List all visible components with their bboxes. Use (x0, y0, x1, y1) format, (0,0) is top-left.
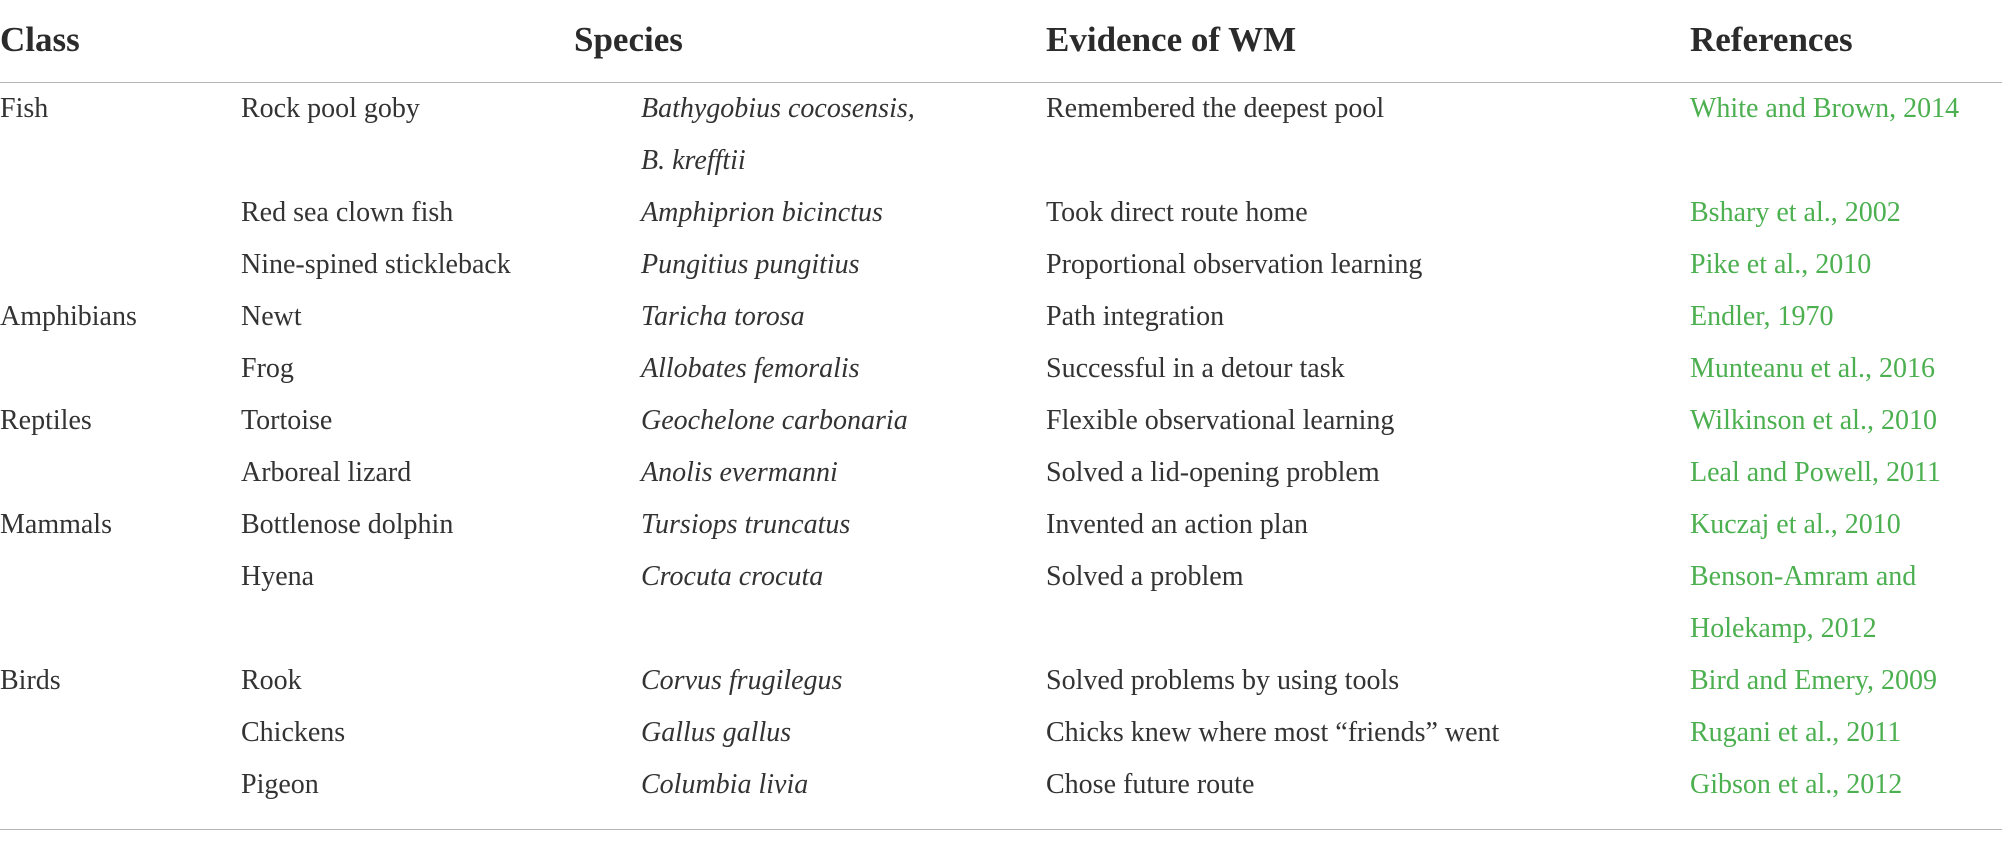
reference-link-line[interactable]: Pike et al., 2010 (1690, 249, 1872, 280)
table-header (0, 0, 2002, 83)
table-row (0, 447, 2002, 499)
reference-link-line[interactable]: Holekamp, 2012 (1690, 613, 1877, 644)
reference-link[interactable] (1690, 239, 1871, 291)
reference-link-line[interactable]: Rugani et al., 2011 (1690, 717, 1902, 748)
table-row (0, 239, 2002, 291)
scientific-name-line: Gallus gallus (641, 717, 792, 748)
evidence-cell: Solved problems by using tools (1046, 665, 1400, 696)
scientific-name-cell (641, 187, 883, 239)
table-row (0, 499, 2002, 551)
scientific-name-cell (641, 551, 823, 603)
common-name-cell: Frog (241, 353, 294, 384)
scientific-name-line: Crocuta crocuta (641, 561, 824, 592)
scientific-name-line: Geochelone carbonaria (641, 405, 908, 436)
common-name-cell: Red sea clown fish (241, 197, 454, 228)
scientific-name-cell (641, 395, 908, 447)
scientific-name-cell (641, 447, 838, 499)
reference-link-line[interactable]: Bshary et al., 2002 (1690, 197, 1901, 228)
table-row (0, 759, 2002, 811)
table-row (0, 291, 2002, 343)
scientific-name-cell (641, 291, 805, 343)
scientific-name-line: Tursiops truncatus (641, 509, 851, 540)
reference-link[interactable] (1690, 291, 1834, 343)
reference-link[interactable] (1690, 551, 1916, 655)
table-row (0, 707, 2002, 759)
scientific-name-cell (641, 499, 850, 551)
table-row (0, 551, 2002, 655)
table-row (0, 395, 2002, 447)
reference-link-line[interactable]: Gibson et al., 2012 (1690, 769, 1903, 800)
evidence-cell: Proportional observation learning (1046, 249, 1423, 280)
table-bottom-rule (0, 829, 2002, 830)
reference-link-line[interactable]: Leal and Powell, 2011 (1690, 457, 1941, 488)
class-cell: Fish (0, 93, 49, 124)
evidence-cell: Solved a lid-opening problem (1046, 457, 1380, 488)
table-body (0, 83, 2002, 811)
reference-link[interactable] (1690, 447, 1941, 499)
scientific-name-cell (641, 239, 860, 291)
scientific-name-line: Amphiprion bicinctus (641, 197, 883, 228)
reference-link[interactable] (1690, 343, 1935, 395)
evidence-cell: Took direct route home (1046, 197, 1308, 228)
scientific-name-cell (641, 83, 915, 187)
evidence-cell: Remembered the deepest pool (1046, 93, 1385, 124)
reference-link[interactable] (1690, 759, 1902, 811)
evidence-cell: Flexible observational learning (1046, 405, 1395, 436)
reference-link-line[interactable]: Endler, 1970 (1690, 301, 1834, 332)
scientific-name-line: B. krefftii (641, 145, 746, 176)
evidence-cell: Path integration (1046, 301, 1225, 332)
table-row (0, 187, 2002, 239)
table-row (0, 343, 2002, 395)
reference-link-line[interactable]: Munteanu et al., 2016 (1690, 353, 1935, 384)
table-row (0, 83, 2002, 187)
reference-link-line[interactable]: Bird and Emery, 2009 (1690, 665, 1938, 696)
scientific-name-cell (641, 759, 808, 811)
reference-link[interactable] (1690, 187, 1901, 239)
reference-link-line[interactable]: Benson-Amram and (1690, 561, 1917, 592)
reference-link[interactable] (1690, 395, 1937, 447)
common-name-cell: Nine-spined stickleback (241, 249, 511, 280)
reference-link-line[interactable]: White and Brown, 2014 (1690, 93, 1960, 124)
class-cell: Reptiles (0, 405, 92, 436)
class-cell: Birds (0, 665, 61, 696)
common-name-cell: Hyena (241, 561, 315, 592)
common-name-cell: Rook (241, 665, 302, 696)
header-species: Species (574, 20, 683, 59)
reference-link[interactable] (1690, 83, 1959, 135)
common-name-cell: Newt (241, 301, 302, 332)
header-class: Class (0, 20, 80, 59)
scientific-name-cell (641, 655, 842, 707)
common-name-cell: Arboreal lizard (241, 457, 412, 488)
common-name-cell: Tortoise (241, 405, 333, 436)
common-name-cell: Bottlenose dolphin (241, 509, 454, 540)
scientific-name-cell (641, 707, 791, 759)
reference-link-line[interactable]: Kuczaj et al., 2010 (1690, 509, 1901, 540)
scientific-name-line: Anolis evermanni (641, 457, 838, 488)
reference-link[interactable] (1690, 499, 1901, 551)
reference-link[interactable] (1690, 707, 1901, 759)
reference-link[interactable] (1690, 655, 1937, 707)
evidence-cell: Chose future route (1046, 769, 1255, 800)
header-references: References (1690, 20, 1853, 59)
evidence-cell: Chicks knew where most “friends” went (1046, 717, 1500, 748)
common-name-cell: Chickens (241, 717, 346, 748)
common-name-cell: Pigeon (241, 769, 319, 800)
class-cell: Amphibians (0, 301, 137, 332)
table-row (0, 655, 2002, 707)
scientific-name-line: Bathygobius cocosensis, (641, 93, 915, 124)
scientific-name-line: Corvus frugilegus (641, 665, 843, 696)
evidence-cell: Invented an action plan (1046, 509, 1309, 540)
scientific-name-line: Allobates femoralis (641, 353, 860, 384)
class-cell: Mammals (0, 509, 112, 540)
header-evidence: Evidence of WM (1046, 20, 1297, 59)
common-name-cell: Rock pool goby (241, 93, 420, 124)
scientific-name-line: Pungitius pungitius (641, 249, 860, 280)
scientific-name-cell (641, 343, 860, 395)
evidence-cell: Solved a problem (1046, 561, 1244, 592)
scientific-name-line: Taricha torosa (641, 301, 805, 332)
reference-link-line[interactable]: Wilkinson et al., 2010 (1690, 405, 1937, 436)
scientific-name-line: Columbia livia (641, 769, 809, 800)
evidence-cell: Successful in a detour task (1046, 353, 1345, 384)
